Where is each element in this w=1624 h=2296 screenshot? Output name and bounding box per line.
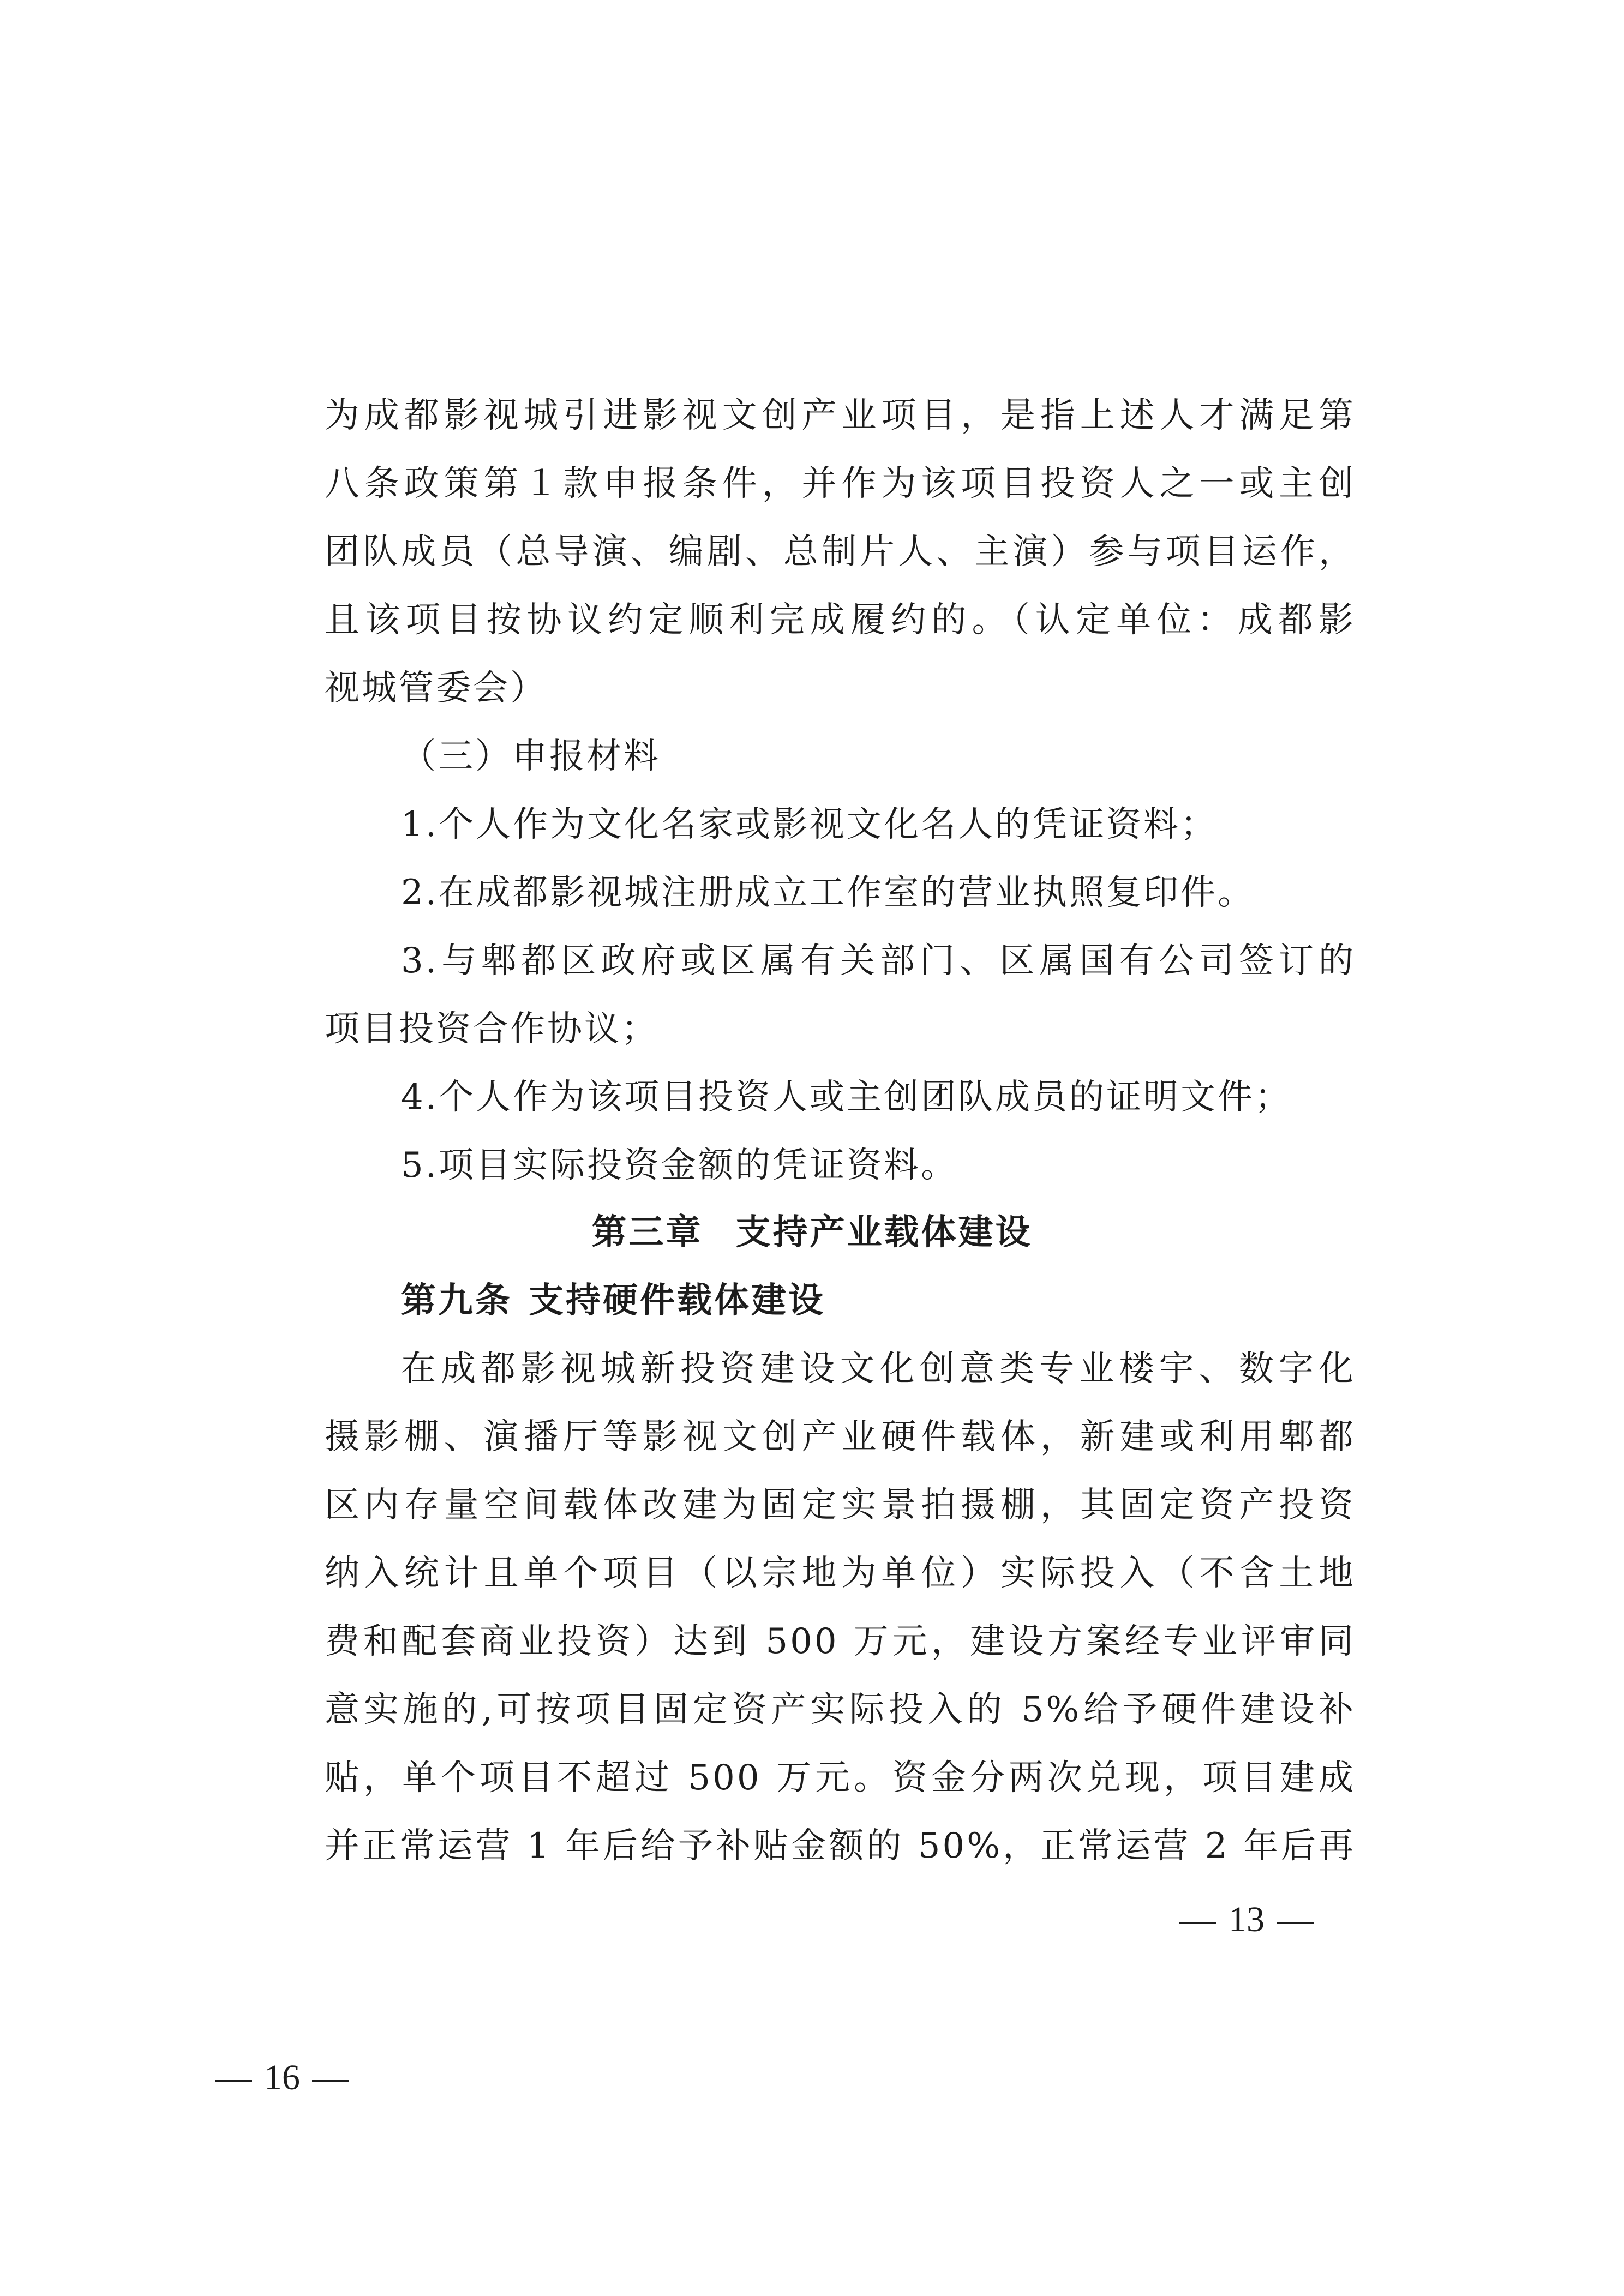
paragraph-line: 团队成员（总导演、编剧、总制片人、主演）参与项目运作，: [325, 532, 1356, 572]
article-number: 第九条: [401, 1281, 512, 1321]
paragraph-line: 视城管委会）: [325, 668, 547, 708]
page-number-value: 13: [1229, 1900, 1265, 1939]
paragraph-line: 八条政策第１款申报条件，并作为该项目投资人之一或主创: [325, 464, 1356, 504]
dash: [1179, 1922, 1216, 1924]
list-item: 3.与郫都区政府或区属有关部门、区属国有公司签订的: [401, 941, 1356, 981]
paragraph-line: 摄影棚、演播厅等影视文创产业硬件载体，新建或利用郫都: [325, 1417, 1356, 1457]
paragraph-line: 在成都影视城新投资建设文化创意类专业楼宇、数字化: [401, 1349, 1356, 1389]
chapter-heading: [0, 1199, 1624, 1267]
article-heading: [401, 1267, 825, 1335]
paragraph-line: 贴，单个项目不超过 500 万元。资金分两次兑现，项目建成: [325, 1758, 1356, 1798]
dash: [312, 2080, 349, 2082]
paragraph-line: 并正常运营 1 年后给予补贴金额的 50%，正常运营 2 年后再: [325, 1826, 1356, 1866]
chapter-number: 第三章: [591, 1212, 703, 1253]
list-item: 5.项目实际投资金额的凭证资料。: [401, 1145, 958, 1186]
dash: [215, 2080, 252, 2082]
section-heading: （三）申报材料: [401, 736, 661, 777]
list-item: 1.个人作为文化名家或影视文化名人的凭证资料；: [401, 804, 1218, 845]
page-number-inner: [1167, 1898, 1326, 1942]
paragraph-line: 区内存量空间载体改建为固定实景拍摄棚，其固定资产投资: [325, 1485, 1356, 1525]
paragraph-line: 为成都影视城引进影视文创产业项目，是指上述人才满足第: [325, 395, 1356, 436]
dash: [1277, 1922, 1314, 1924]
paragraph-line: 且该项目按协议约定顺利完成履约的。（认定单位：成都影: [325, 600, 1356, 640]
list-item-continuation: 项目投资合作协议；: [325, 1009, 658, 1049]
list-item: 2.在成都影视城注册成立工作室的营业执照复印件。: [401, 873, 1255, 913]
article-title: 支持硬件载体建设: [529, 1281, 825, 1321]
list-item: 4.个人作为该项目投资人或主创团队成员的证明文件；: [401, 1077, 1292, 1117]
page-number-outer: [203, 2056, 361, 2100]
paragraph-line: 纳入统计且单个项目（以宗地为单位）实际投入（不含土地: [325, 1553, 1356, 1594]
paragraph-line: 费和配套商业投资）达到 500 万元，建设方案经专业评审同: [325, 1621, 1356, 1662]
chapter-title: 支持产业载体建设: [735, 1212, 1033, 1253]
paragraph-line: 意实施的,可按项目固定资产实际投入的 5%给予硬件建设补: [325, 1690, 1356, 1730]
page-number-value: 16: [264, 2058, 300, 2097]
